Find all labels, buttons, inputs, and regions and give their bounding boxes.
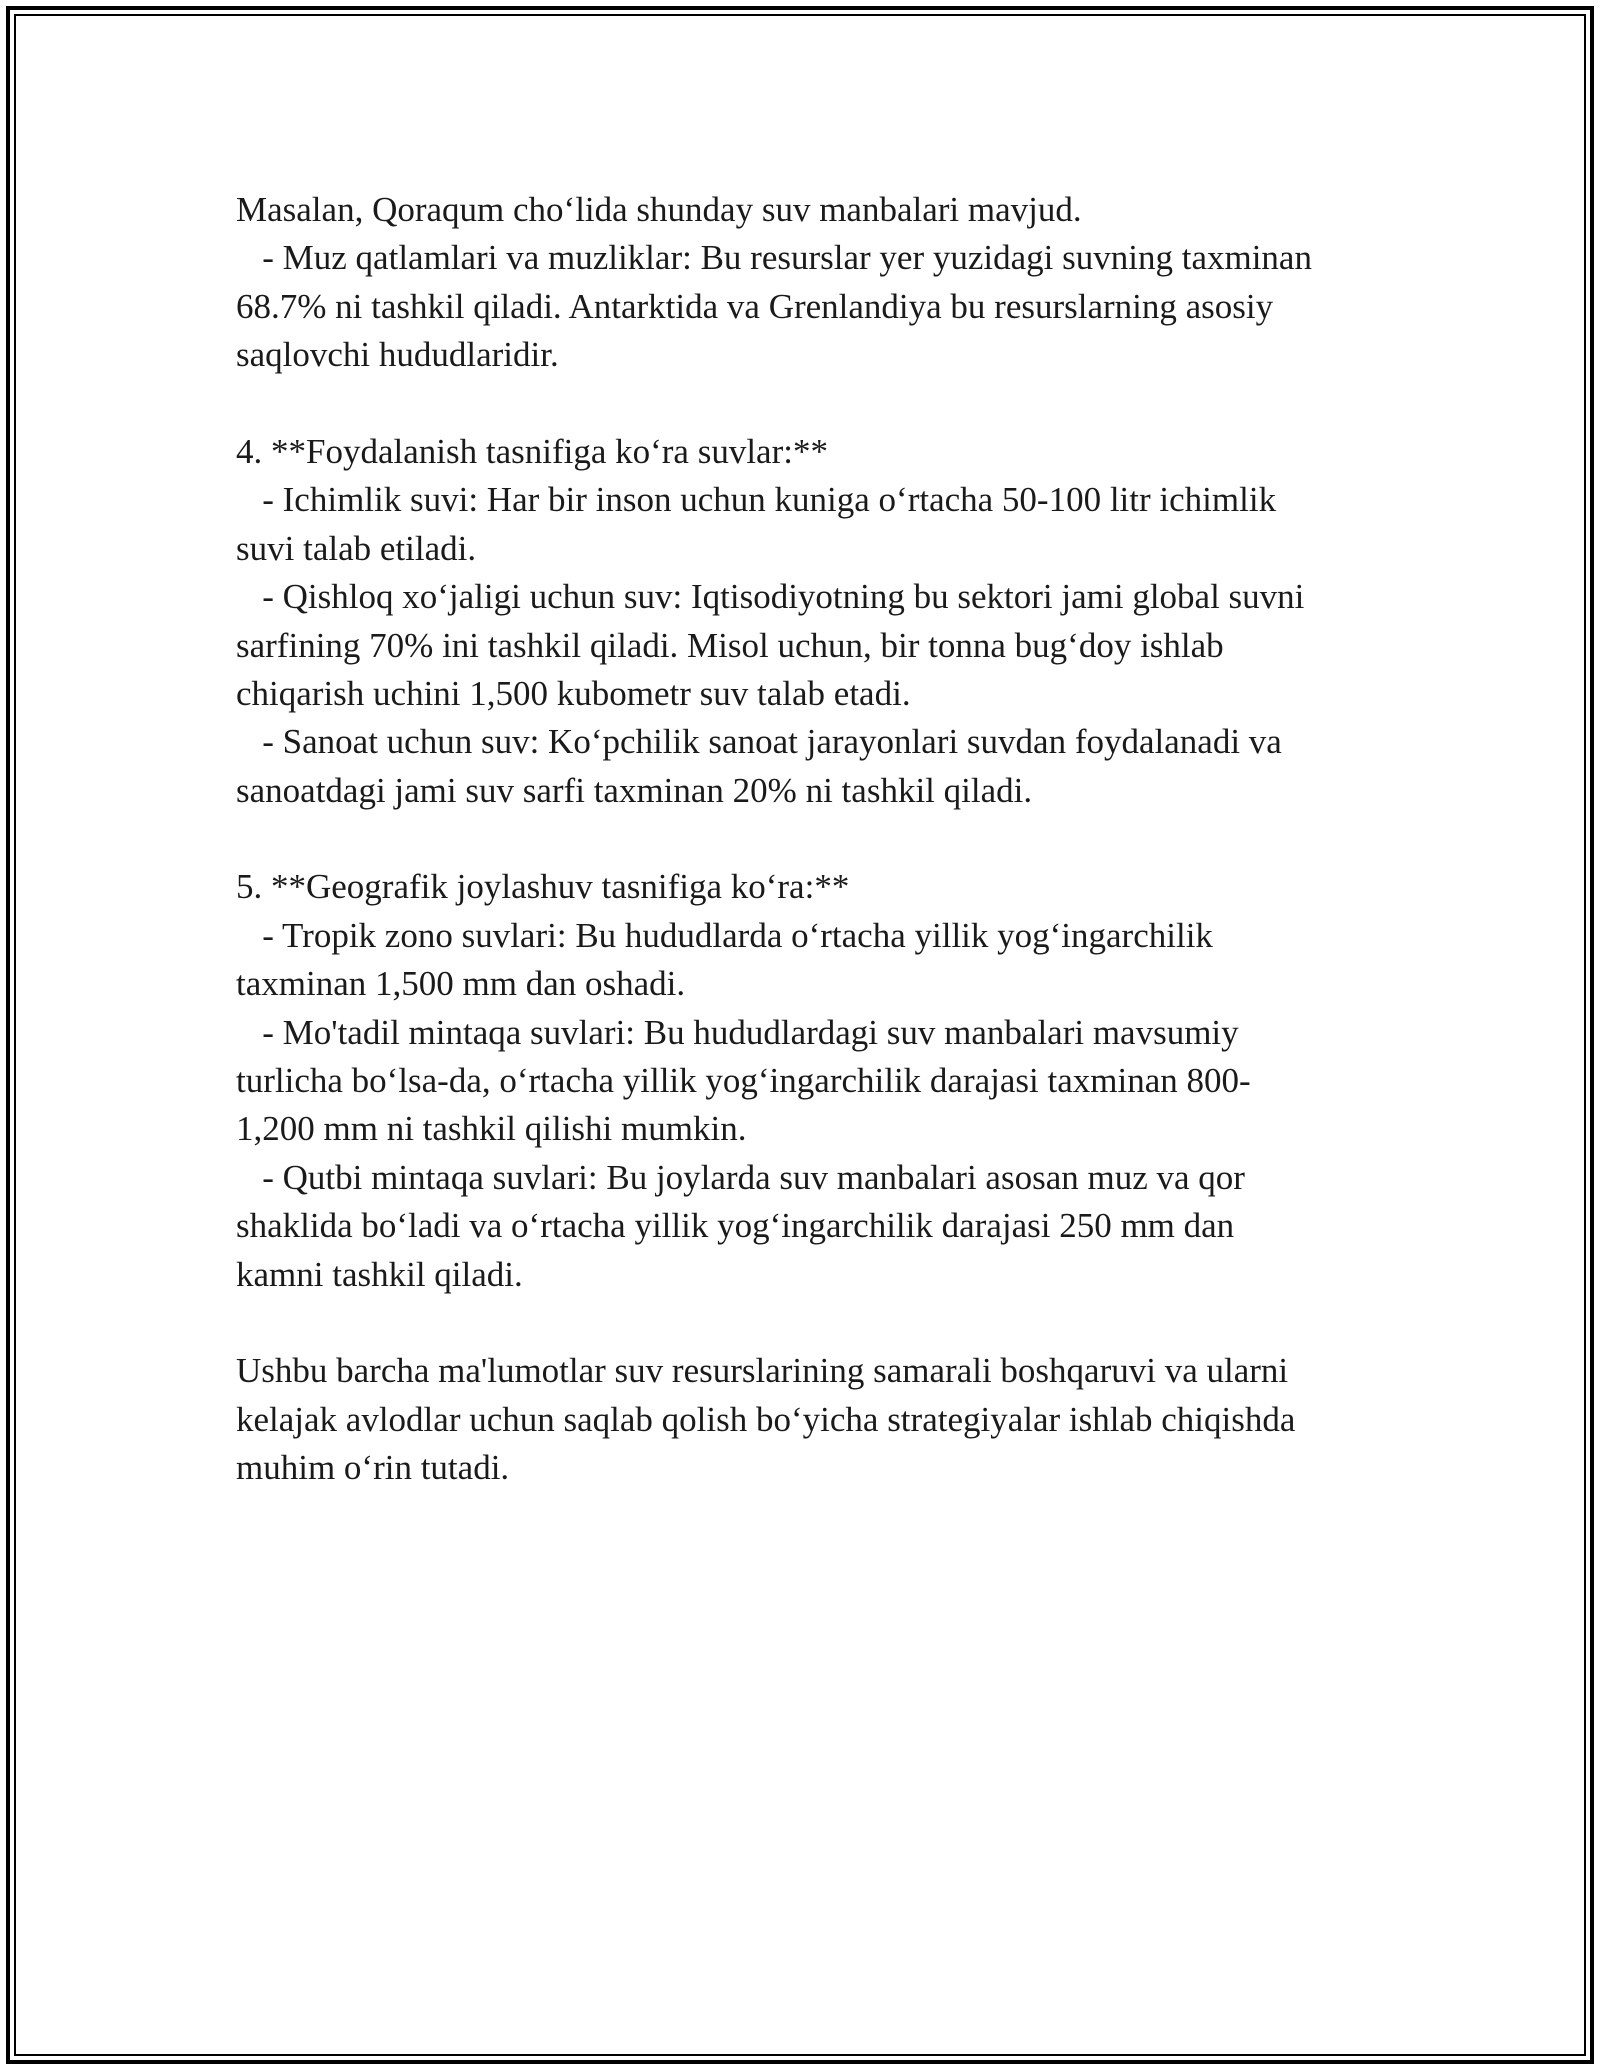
text-line: 68.7% ni tashkil qiladi. Antarktida va Grenlandiya bu resurslarning asosiy <box>236 286 1274 326</box>
conclusion-paragraph <box>236 1347 1386 1492</box>
text-line: sanoatdagi jami suv sarfi taxminan 20% ni tashkil qiladi. <box>236 770 1033 810</box>
section-heading: 4. **Foydalanish tasnifiga ko‘ra suvlar:** <box>236 431 828 471</box>
text-line: - Tropik zono suvlari: Bu hududlarda o‘rtacha yillik yog‘ingarchilik <box>236 915 1213 955</box>
document-body <box>236 186 1386 1493</box>
paragraph-spacer <box>236 380 1386 428</box>
text-line: 1,200 mm ni tashkil qilishi mumkin. <box>236 1109 747 1149</box>
section-5-geographic-classification <box>236 863 1386 1299</box>
text-line: - Qutbi mintaqa suvlari: Bu joylarda suv manbalari asosan muz va qor <box>236 1157 1245 1197</box>
text-line: Masalan, Qoraqum cho‘lida shunday suv manbalari mavjud. <box>236 190 1082 229</box>
text-line: sarfining 70% ini tashkil qiladi. Misol uchun, bir tonna bug‘doy ishlab <box>236 625 1224 665</box>
text-line: kelajak avlodlar uchun saqlab qolish bo‘yicha strategiyalar ishlab chiqishda <box>236 1399 1296 1439</box>
text-line: shaklida bo‘ladi va o‘rtacha yillik yog‘ingarchilik darajasi 250 mm dan <box>236 1206 1235 1246</box>
text-line: kamni tashkil qiladi. <box>236 1254 523 1294</box>
text-line: turlicha bo‘lsa-da, o‘rtacha yillik yog‘ingarchilik darajasi taxminan 800- <box>236 1061 1251 1101</box>
text-line: - Qishloq xo‘jaligi uchun suv: Iqtisodiyotning bu sektori jami global suvni <box>236 577 1305 617</box>
text-line: muhim o‘rin tutadi. <box>236 1448 510 1488</box>
intro-paragraph <box>236 186 1386 380</box>
text-line: saqlovchi hududlaridir. <box>236 335 559 375</box>
text-line: taxminan 1,500 mm dan oshadi. <box>236 964 686 1004</box>
text-line: Ushbu barcha ma'lumotlar suv resurslarining samarali boshqaruvi va ularni <box>236 1351 1289 1391</box>
text-line: - Mo'tadil mintaqa suvlari: Bu hududlardagi suv manbalari mavsumiy <box>236 1012 1239 1052</box>
paragraph-spacer <box>236 815 1386 863</box>
text-line: chiqarish uchini 1,500 kubometr suv talab etadi. <box>236 673 911 713</box>
paragraph-spacer <box>236 1299 1386 1347</box>
text-line: - Sanoat uchun suv: Ko‘pchilik sanoat jarayonlari suvdan foydalanadi va <box>236 722 1282 762</box>
text-line: suvi talab etiladi. <box>236 528 477 568</box>
text-line: - Muz qatlamlari va muzliklar: Bu resurslar yer yuzidagi suvning taxminan <box>236 238 1312 278</box>
text-line: - Ichimlik suvi: Har bir inson uchun kuniga o‘rtacha 50-100 litr ichimlik <box>236 480 1277 520</box>
section-4-usage-classification <box>236 428 1386 815</box>
section-heading: 5. **Geografik joylashuv tasnifiga ko‘ra:** <box>236 867 850 907</box>
